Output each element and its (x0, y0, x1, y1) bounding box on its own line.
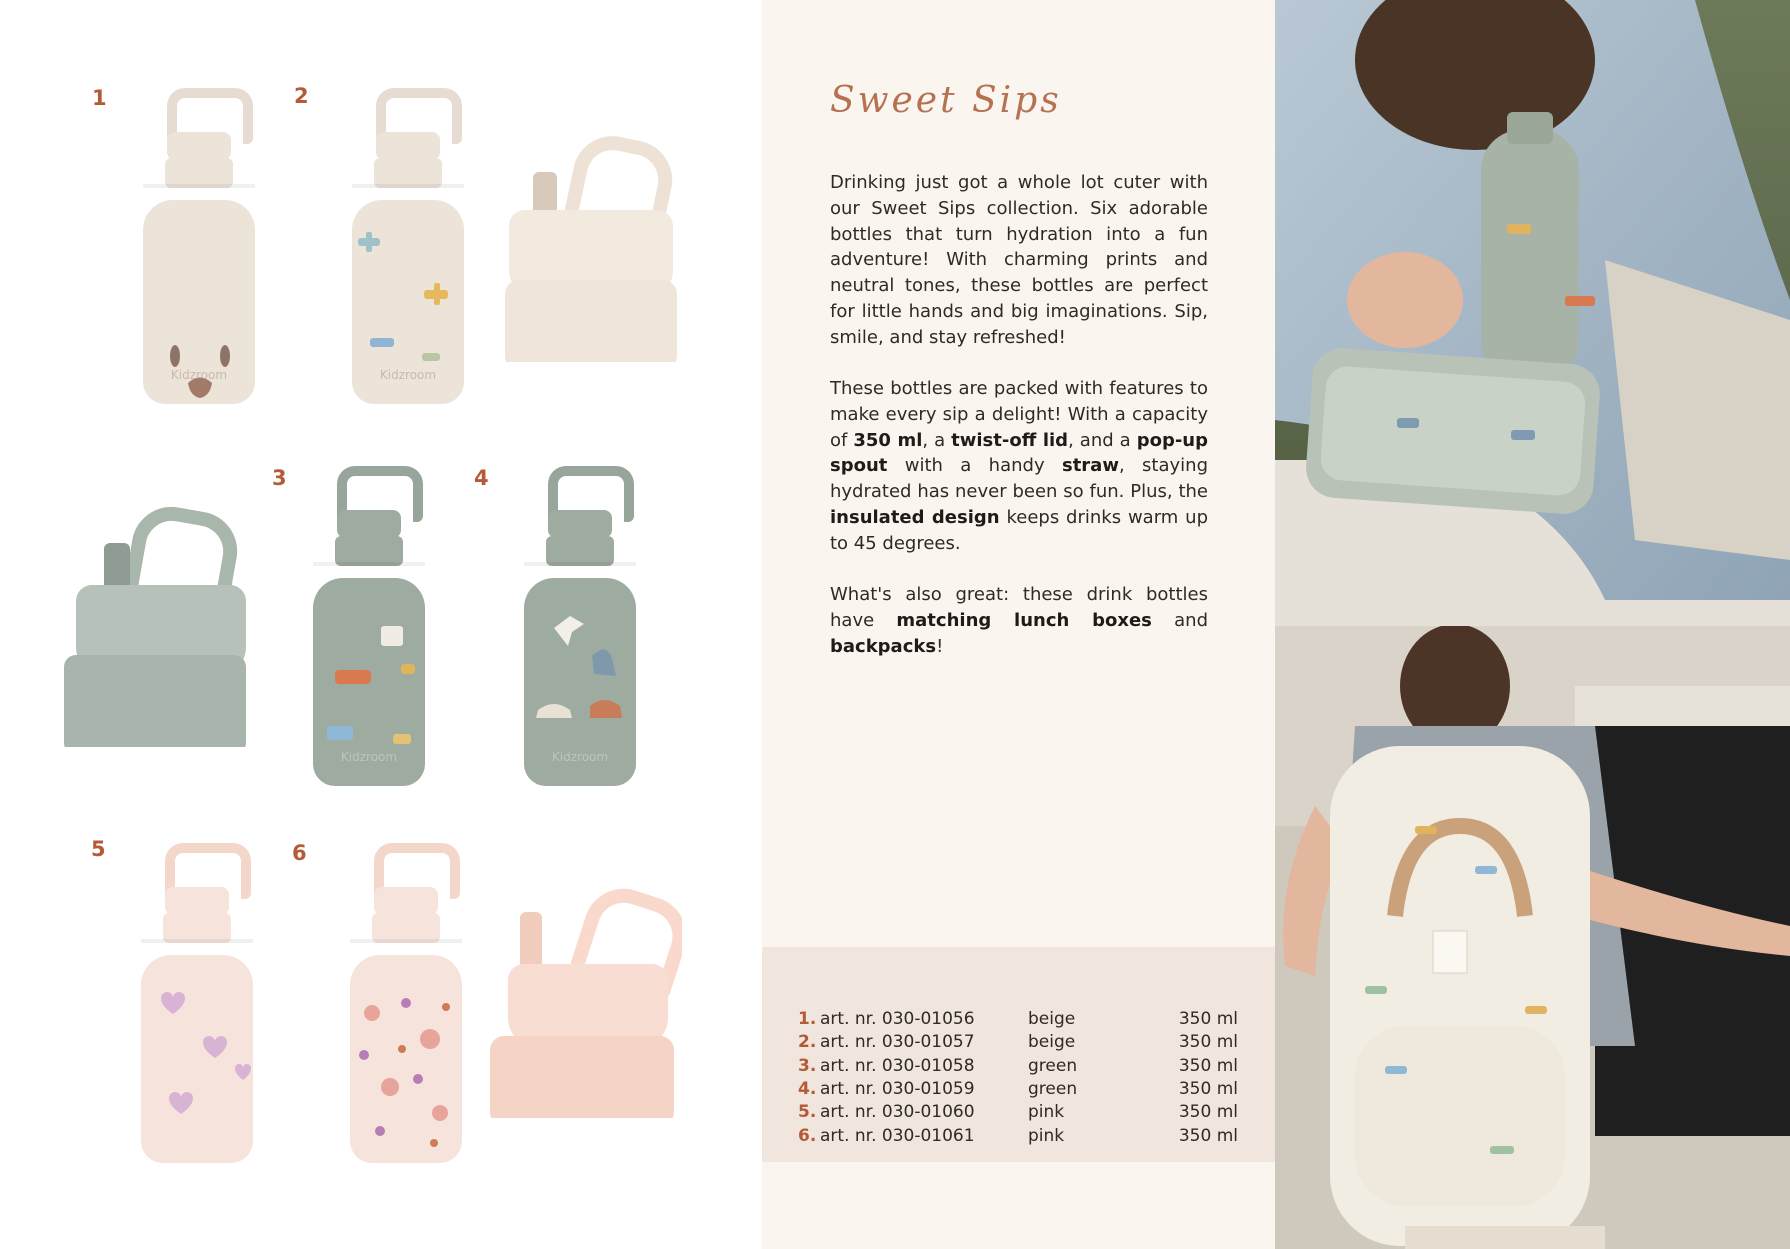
color-name: beige (1028, 1032, 1076, 1053)
product-number-5: 5 (91, 837, 106, 861)
paragraph-text: , and a (1068, 429, 1137, 451)
product-number-3: 3 (272, 466, 287, 490)
brand-label: Kidzroom (340, 750, 398, 764)
features-paragraph (830, 376, 1208, 557)
paragraph-text: Drinking just got a whole lot cuter with our Sweet Sips collection. Six adorable bottles that turn hydration into a fun adventure! With charming prints and neutral tones, these bottles are perfect for little hands and big imaginations. Sip, smile, and stay refreshed! (830, 172, 1208, 348)
spec-row (798, 1126, 1238, 1149)
lifestyle-photo-lunchbox (1275, 0, 1790, 626)
spec-row (798, 1102, 1238, 1125)
product-number-4: 4 (474, 466, 489, 490)
paragraph-text: , staying hydrated has never been so fun. Plus, the (830, 455, 1209, 503)
paragraph-text: , a (922, 429, 952, 451)
color-name: beige (1028, 1009, 1076, 1029)
capacity-value: 350 ml (1178, 1102, 1238, 1123)
article-number: art. nr. 030-01060 (820, 1102, 975, 1123)
article-number: art. nr. 030-01057 (820, 1032, 975, 1053)
product-image-4 (524, 466, 636, 786)
hearts-print (141, 988, 253, 1158)
color-name: pink (1028, 1125, 1065, 1146)
capacity-value: 350 ml (1178, 1009, 1238, 1029)
highlighted-text: pop-up spout (830, 429, 1209, 477)
article-number: art. nr. 030-01061 (820, 1125, 975, 1146)
spec-row (798, 1079, 1238, 1102)
product-number-2: 2 (294, 84, 309, 108)
product-number-1: 1 (92, 86, 107, 110)
highlighted-text: backpacks (830, 635, 937, 657)
paragraph-text: keeps drinks warm up to 45 degrees. (830, 506, 1208, 554)
article-number: art. nr. 030-01058 (820, 1055, 975, 1076)
spec-number: 1. (798, 1009, 817, 1029)
highlighted-text: matching lunch boxes (896, 609, 1152, 631)
capacity-value: 350 ml (1178, 1078, 1238, 1099)
lid-closeup-green (64, 505, 246, 747)
spec-number: 2. (798, 1032, 817, 1053)
matching-items-paragraph (830, 582, 1208, 659)
product-image-5 (141, 843, 253, 1163)
product-image-3 (313, 466, 425, 786)
spec-number: 4. (798, 1078, 817, 1099)
product-image-6 (350, 843, 462, 1163)
paragraph-text: What's also great: these drink bottles have (830, 584, 1208, 631)
brand-label: Kidzroom (379, 368, 437, 382)
paragraph-text: ! (936, 635, 944, 657)
brand-label: Kidzroom (170, 368, 228, 382)
capacity-value: 350 ml (1178, 1125, 1238, 1146)
highlighted-text: twist-off lid (951, 429, 1069, 451)
highlighted-text: 350 ml (853, 429, 923, 451)
paragraph-text: with a handy (887, 455, 1062, 477)
page-title: Sweet Sips (830, 80, 1062, 121)
lifestyle-photo-backpack (1275, 626, 1790, 1249)
paragraph-text: These bottles are packed with features to make every sip a delight! With a capacity of (830, 378, 1208, 451)
spec-row (798, 1032, 1238, 1055)
color-name: pink (1028, 1102, 1065, 1123)
highlighted-text: insulated design (830, 506, 1000, 528)
paragraph-text: and (1151, 609, 1208, 631)
spec-number: 6. (798, 1125, 817, 1146)
spec-row (798, 1009, 1238, 1032)
article-number: art. nr. 030-01059 (820, 1078, 975, 1099)
floral-print (350, 983, 462, 1153)
capacity-value: 350 ml (1178, 1055, 1238, 1076)
color-name: green (1028, 1078, 1078, 1099)
product-image-2 (352, 88, 464, 404)
spec-number: 3. (798, 1055, 817, 1076)
article-number: art. nr. 030-01056 (820, 1009, 975, 1029)
color-name: green (1028, 1055, 1078, 1076)
spec-number: 5. (798, 1102, 817, 1123)
capacity-value: 350 ml (1178, 1032, 1238, 1053)
brand-label: Kidzroom (551, 750, 609, 764)
spec-row (798, 1056, 1238, 1079)
product-image-1 (143, 88, 255, 404)
lid-closeup-pink (490, 878, 682, 1118)
lid-closeup-beige (501, 110, 679, 362)
highlighted-text: straw (1061, 455, 1119, 477)
product-number-6: 6 (292, 841, 307, 865)
intro-paragraph (830, 170, 1208, 351)
